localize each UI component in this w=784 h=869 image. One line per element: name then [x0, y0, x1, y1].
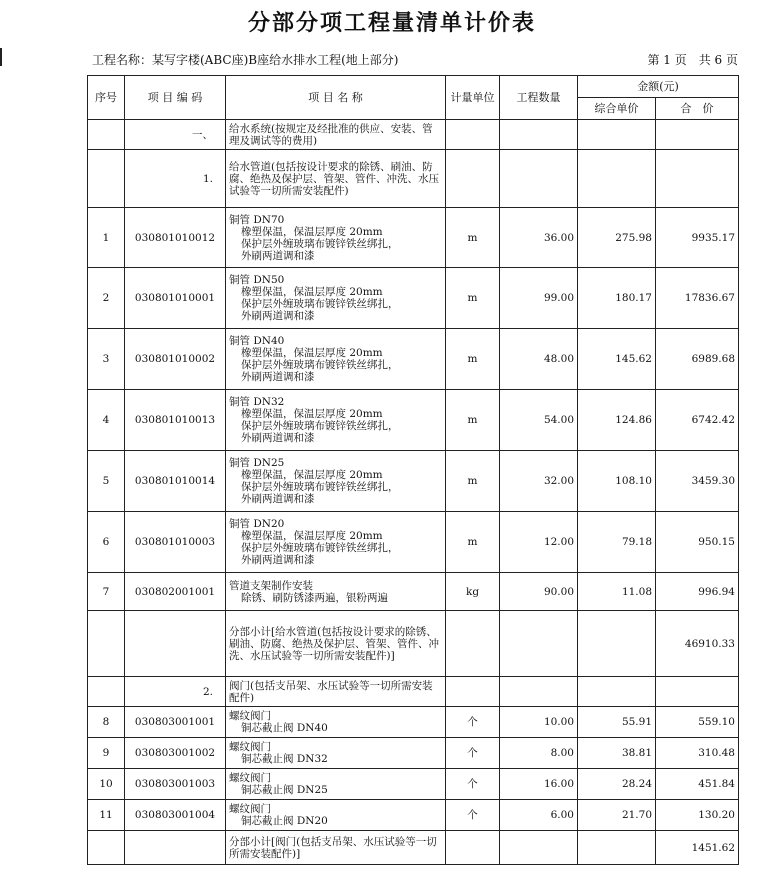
row-code: 030801010014 — [125, 451, 226, 512]
row-price: 275.98 — [578, 208, 656, 268]
item-detail: 橡塑保温，保温层厚度 20mm 保护层外缠玻璃布镀锌铁丝绑扎， 外刷两道调和漆 — [241, 530, 399, 566]
table-row — [88, 800, 739, 831]
header-qty: 工程数量 — [500, 76, 578, 120]
row-name — [226, 707, 446, 738]
row-seq: 7 — [88, 573, 125, 611]
item-detail: 橡塑保温，保温层厚度 20mm 保护层外缠玻璃布镀锌铁丝绑扎， 外刷两道调和漆 — [241, 286, 399, 322]
row-name — [226, 390, 446, 451]
row-code: 030803001002 — [125, 738, 226, 769]
item-name: 管道支架制作安装 — [229, 579, 313, 592]
row-qty: 48.00 — [500, 329, 578, 390]
row-qty: 99.00 — [500, 268, 578, 329]
row-total: 6989.68 — [656, 329, 739, 390]
header-total: 合 价 — [656, 98, 739, 120]
header-amount: 金额(元) — [578, 76, 739, 98]
row-qty: 16.00 — [500, 769, 578, 800]
row-name — [226, 329, 446, 390]
row-seq: 4 — [88, 390, 125, 451]
row-qty: 36.00 — [500, 208, 578, 268]
row-seq — [88, 611, 125, 677]
row-code — [125, 611, 226, 677]
table-row — [88, 329, 739, 390]
table-row — [88, 390, 739, 451]
row-name — [226, 769, 446, 800]
row-qty: 12.00 — [500, 512, 578, 573]
item-detail: 铜芯截止阀 DN25 — [241, 784, 328, 796]
item-detail: 橡塑保温，保温层厚度 20mm 保护层外缠玻璃布镀锌铁丝绑扎， 外刷两道调和漆 — [241, 347, 399, 383]
header-unit: 计量单位 — [446, 76, 500, 120]
item-detail: 橡塑保温，保温层厚度 20mm 保护层外缠玻璃布镀锌铁丝绑扎， 外刷两道调和漆 — [241, 408, 399, 444]
row-name — [226, 150, 446, 208]
row-seq: 2 — [88, 268, 125, 329]
row-seq: 10 — [88, 769, 125, 800]
row-seq: 1 — [88, 208, 125, 268]
table-row — [88, 707, 739, 738]
table-row — [88, 120, 739, 150]
item-name: 铜管 DN20 — [229, 518, 285, 530]
row-price: 145.62 — [578, 329, 656, 390]
row-qty: 54.00 — [500, 390, 578, 451]
row-qty: 10.00 — [500, 707, 578, 738]
row-name — [226, 800, 446, 831]
item-name: 螺纹阀门 — [229, 803, 271, 815]
row-price: 180.17 — [578, 268, 656, 329]
row-seq: 3 — [88, 329, 125, 390]
row-qty: 6.00 — [500, 800, 578, 831]
row-name — [226, 512, 446, 573]
row-unit: m — [446, 512, 500, 573]
row-unit: 个 — [446, 707, 500, 738]
row-total: 9935.17 — [656, 208, 739, 268]
row-code: 1. — [125, 150, 226, 208]
row-code: 030801010001 — [125, 268, 226, 329]
item-name: 铜管 DN70 — [229, 213, 285, 226]
row-name — [226, 831, 446, 865]
row-qty: 90.00 — [500, 573, 578, 611]
row-price: 124.86 — [578, 390, 656, 451]
row-unit: 个 — [446, 769, 500, 800]
item-name: 螺纹阀门 — [229, 772, 271, 784]
row-price: 108.10 — [578, 451, 656, 512]
row-seq — [88, 150, 125, 208]
row-name — [226, 451, 446, 512]
row-qty — [500, 831, 578, 865]
item-detail: 铜芯截止阀 DN32 — [241, 753, 328, 765]
row-qty — [500, 611, 578, 677]
row-price — [578, 677, 656, 707]
item-name: 螺纹阀门 — [229, 741, 271, 753]
table-row — [88, 769, 739, 800]
row-code: 030801010012 — [125, 208, 226, 268]
item-detail: 除锈、刷防锈漆两遍，银粉两遍 — [241, 591, 388, 604]
row-total — [656, 120, 739, 150]
row-code: 2. — [125, 677, 226, 707]
row-total: 3459.30 — [656, 451, 739, 512]
row-qty: 8.00 — [500, 738, 578, 769]
row-name — [226, 208, 446, 268]
row-name — [226, 120, 446, 150]
pricing-table — [87, 75, 739, 865]
page-edge-mark — [0, 48, 2, 66]
row-total: 6742.42 — [656, 390, 739, 451]
row-seq — [88, 677, 125, 707]
row-unit: 个 — [446, 738, 500, 769]
item-name: 铜管 DN50 — [229, 274, 285, 286]
table-row — [88, 573, 739, 611]
row-unit: 个 — [446, 800, 500, 831]
header-seq: 序号 — [88, 76, 125, 120]
row-unit — [446, 677, 500, 707]
item-detail: 铜芯截止阀 DN20 — [241, 815, 328, 827]
row-price: 79.18 — [578, 512, 656, 573]
row-code: 030801010002 — [125, 329, 226, 390]
row-price — [578, 611, 656, 677]
row-code: 030803001001 — [125, 707, 226, 738]
row-seq: 6 — [88, 512, 125, 573]
row-price: 38.81 — [578, 738, 656, 769]
row-name — [226, 677, 446, 707]
row-price — [578, 120, 656, 150]
row-price — [578, 150, 656, 208]
item-name: 分部小计[阀门(包括支吊架、水压试验等一切所需安装配件)] — [229, 835, 437, 860]
row-price: 21.70 — [578, 800, 656, 831]
row-unit: m — [446, 451, 500, 512]
row-name — [226, 268, 446, 329]
row-code: 030801010003 — [125, 512, 226, 573]
item-name: 分部小计[给水管道(包括按设计要求的除锈、刷油、防腐、绝热及保护层、管架、管件、冲洗、水压试验等一切所需安装配件)] — [229, 625, 439, 662]
row-price: 55.91 — [578, 707, 656, 738]
row-unit: m — [446, 329, 500, 390]
item-name: 铜管 DN32 — [229, 396, 285, 408]
row-seq: 11 — [88, 800, 125, 831]
item-name: 螺纹阀门 — [229, 710, 271, 722]
header-name: 项 目 名 称 — [226, 76, 446, 120]
row-qty: 32.00 — [500, 451, 578, 512]
row-price: 11.08 — [578, 573, 656, 611]
row-name — [226, 611, 446, 677]
row-price — [578, 831, 656, 865]
row-qty — [500, 120, 578, 150]
header-code: 项 目 编 码 — [125, 76, 226, 120]
row-unit — [446, 831, 500, 865]
row-code: 030802001001 — [125, 573, 226, 611]
row-total: 559.10 — [656, 707, 739, 738]
row-seq: 8 — [88, 707, 125, 738]
row-qty — [500, 677, 578, 707]
item-name: 给水系统(按规定及经批准的供应、安装、管理及调试等的费用) — [229, 122, 433, 147]
item-detail: 橡塑保温，保温层厚度 20mm 保护层外缠玻璃布镀锌铁丝绑扎， 外刷两道调和漆 — [241, 225, 399, 262]
row-unit: m — [446, 390, 500, 451]
row-qty — [500, 150, 578, 208]
row-total — [656, 677, 739, 707]
row-code: 030801010013 — [125, 390, 226, 451]
table-row — [88, 451, 739, 512]
project-name: 工程名称：某写字楼(ABC座)B座给水排水工程(地上部分) — [92, 53, 399, 67]
item-name: 阀门(包括支吊架、水压试验等一切所需安装配件) — [229, 679, 433, 704]
row-code: 030803001004 — [125, 800, 226, 831]
table-row — [88, 738, 739, 769]
row-seq: 5 — [88, 451, 125, 512]
table-row — [88, 831, 739, 865]
item-name: 铜管 DN40 — [229, 335, 285, 347]
row-code — [125, 831, 226, 865]
page-title: 分部分项工程量清单计价表 — [247, 10, 536, 36]
table-row — [88, 611, 739, 677]
row-seq — [88, 831, 125, 865]
row-total: 46910.33 — [656, 611, 739, 677]
row-seq — [88, 120, 125, 150]
row-unit — [446, 120, 500, 150]
row-unit: kg — [446, 573, 500, 611]
page-info: 第 1 页 共 6 页 — [647, 53, 738, 67]
row-unit: m — [446, 208, 500, 268]
item-name: 给水管道(包括按设计要求的除锈、刷油、防腐、绝热及保护层、管架、管件、冲洗、水压试验等一切所需安装配件) — [229, 160, 439, 197]
row-unit: m — [446, 268, 500, 329]
row-unit — [446, 611, 500, 677]
table-row — [88, 677, 739, 707]
row-name — [226, 573, 446, 611]
row-seq: 9 — [88, 738, 125, 769]
row-code: 030803001003 — [125, 769, 226, 800]
row-total: 17836.67 — [656, 268, 739, 329]
row-total — [656, 150, 739, 208]
table-row — [88, 208, 739, 268]
row-code: 一、 — [125, 120, 226, 150]
row-name — [226, 738, 446, 769]
table-row — [88, 512, 739, 573]
item-name: 铜管 DN25 — [229, 457, 285, 469]
item-detail: 铜芯截止阀 DN40 — [241, 722, 328, 734]
item-detail: 橡塑保温，保温层厚度 20mm 保护层外缠玻璃布镀锌铁丝绑扎， 外刷两道调和漆 — [241, 469, 399, 505]
table-row — [88, 150, 739, 208]
header-unit-price: 综合单价 — [578, 98, 656, 120]
row-total: 1451.62 — [656, 831, 739, 865]
row-total: 996.94 — [656, 573, 739, 611]
row-total: 950.15 — [656, 512, 739, 573]
row-unit — [446, 150, 500, 208]
row-total: 130.20 — [656, 800, 739, 831]
row-price: 28.24 — [578, 769, 656, 800]
table-row — [88, 268, 739, 329]
row-total: 310.48 — [656, 738, 739, 769]
row-total: 451.84 — [656, 769, 739, 800]
